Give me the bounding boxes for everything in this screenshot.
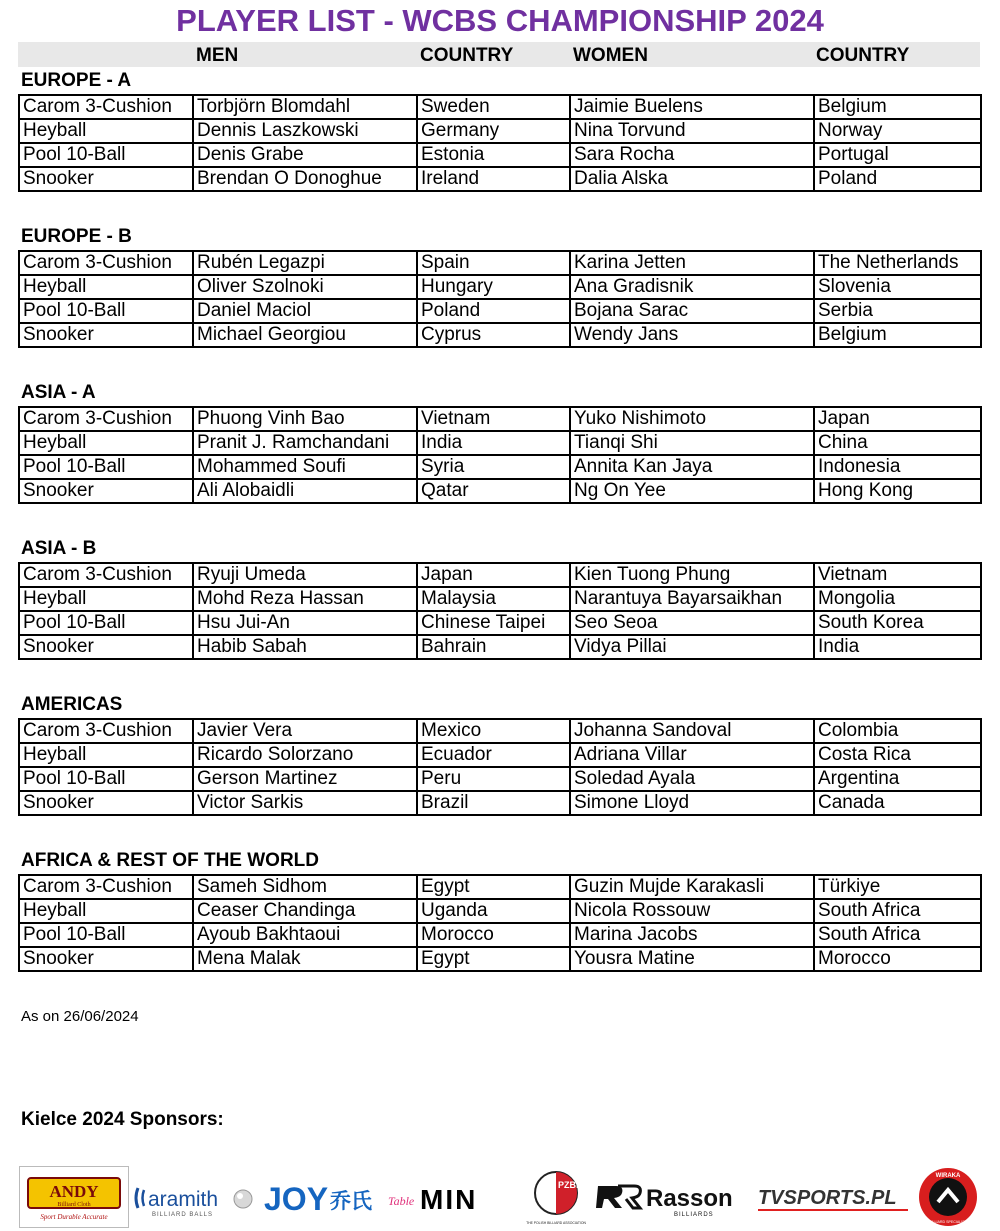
women-player-cell: Seo Seoa [570, 611, 814, 635]
andy-logo-sub: Billiard Cloth [57, 1202, 91, 1208]
table-row [19, 563, 981, 587]
men-country-cell: Poland [417, 299, 570, 323]
women-country-cell: Norway [814, 119, 981, 143]
women-country-cell: South Africa [814, 899, 981, 923]
group-label: EUROPE - B [21, 226, 132, 247]
discipline-cell: Heyball [19, 431, 193, 455]
sponsor-logo-wiraka [916, 1166, 980, 1228]
women-player-cell: Johanna Sandoval [570, 719, 814, 743]
women-player-cell: Tianqi Shi [570, 431, 814, 455]
women-player-cell: Bojana Sarac [570, 299, 814, 323]
women-country-cell: South Korea [814, 611, 981, 635]
discipline-cell: Pool 10-Ball [19, 455, 193, 479]
table-row [19, 923, 981, 947]
men-country-cell: Syria [417, 455, 570, 479]
women-country-cell: South Africa [814, 923, 981, 947]
header-women: WOMEN [573, 45, 648, 66]
table-row [19, 719, 981, 743]
discipline-cell: Snooker [19, 635, 193, 659]
women-player-cell: Vidya Pillai [570, 635, 814, 659]
women-player-cell: Jaimie Buelens [570, 95, 814, 119]
men-country-cell: Peru [417, 767, 570, 791]
table-row [19, 791, 981, 815]
women-player-cell: Narantuya Bayarsaikhan [570, 587, 814, 611]
discipline-cell: Carom 3-Cushion [19, 719, 193, 743]
men-country-cell: Japan [417, 563, 570, 587]
men-country-cell: Mexico [417, 719, 570, 743]
women-player-cell: Guzin Mujde Karakasli [570, 875, 814, 899]
men-country-cell: Ecuador [417, 743, 570, 767]
men-player-cell: Torbjörn Blomdahl [193, 95, 417, 119]
men-player-cell: Ceaser Chandinga [193, 899, 417, 923]
women-country-cell: Hong Kong [814, 479, 981, 503]
pzbil-logo-text: PZBil [558, 1180, 582, 1190]
table-row [19, 143, 981, 167]
men-player-cell: Oliver Szolnoki [193, 275, 417, 299]
men-country-cell: Vietnam [417, 407, 570, 431]
table-row [19, 947, 981, 971]
men-player-cell: Brendan O Donoghue [193, 167, 417, 191]
women-country-cell: Belgium [814, 323, 981, 347]
men-country-cell: Germany [417, 119, 570, 143]
table-row [19, 431, 981, 455]
table-row [19, 299, 981, 323]
men-country-cell: Sweden [417, 95, 570, 119]
rasson-logo-text: Rasson [646, 1185, 733, 1212]
men-player-cell: Ali Alobaidli [193, 479, 417, 503]
women-country-cell: India [814, 635, 981, 659]
discipline-cell: Pool 10-Ball [19, 923, 193, 947]
men-player-cell: Ricardo Solorzano [193, 743, 417, 767]
women-player-cell: Dalia Alska [570, 167, 814, 191]
women-country-cell: The Netherlands [814, 251, 981, 275]
men-country-cell: Morocco [417, 923, 570, 947]
table-row [19, 743, 981, 767]
discipline-cell: Carom 3-Cushion [19, 95, 193, 119]
women-player-cell: Simone Lloyd [570, 791, 814, 815]
column-header-row [18, 42, 980, 67]
women-player-cell: Yousra Matine [570, 947, 814, 971]
men-country-cell: Hungary [417, 275, 570, 299]
discipline-cell: Snooker [19, 167, 193, 191]
discipline-cell: Carom 3-Cushion [19, 251, 193, 275]
women-player-cell: Ng On Yee [570, 479, 814, 503]
pzbil-logo-sub: THE POLISH BILLIARD ASSOCIATION [526, 1221, 586, 1225]
women-player-cell: Yuko Nishimoto [570, 407, 814, 431]
table-row [19, 323, 981, 347]
women-country-cell: Vietnam [814, 563, 981, 587]
women-country-cell: Mongolia [814, 587, 981, 611]
men-country-cell: Brazil [417, 791, 570, 815]
group-table [18, 718, 982, 816]
group-label: ASIA - B [21, 538, 97, 559]
group-table [18, 406, 982, 504]
table-row [19, 455, 981, 479]
discipline-cell: Pool 10-Ball [19, 299, 193, 323]
women-country-cell: Costa Rica [814, 743, 981, 767]
andy-logo-tag: Sport Durable Accurate [40, 1213, 108, 1221]
discipline-cell: Heyball [19, 899, 193, 923]
women-country-cell: Slovenia [814, 275, 981, 299]
joy-logo-text: JOY [264, 1181, 329, 1217]
group-label: ASIA - A [21, 382, 96, 403]
women-player-cell: Wendy Jans [570, 323, 814, 347]
men-player-cell: Mohd Reza Hassan [193, 587, 417, 611]
women-player-cell: Karina Jetten [570, 251, 814, 275]
women-country-cell: Colombia [814, 719, 981, 743]
men-player-cell: Phuong Vinh Bao [193, 407, 417, 431]
women-player-cell: Annita Kan Jaya [570, 455, 814, 479]
min-logo-script: Table [388, 1194, 415, 1208]
men-country-cell: Malaysia [417, 587, 570, 611]
discipline-cell: Pool 10-Ball [19, 143, 193, 167]
men-country-cell: Qatar [417, 479, 570, 503]
table-row [19, 479, 981, 503]
header-country-women: COUNTRY [816, 45, 910, 66]
sponsor-logo-joy [262, 1166, 376, 1228]
men-country-cell: India [417, 431, 570, 455]
discipline-cell: Carom 3-Cushion [19, 563, 193, 587]
table-row [19, 167, 981, 191]
discipline-cell: Carom 3-Cushion [19, 875, 193, 899]
sponsors-title: Kielce 2024 Sponsors: [21, 1109, 224, 1130]
discipline-cell: Snooker [19, 479, 193, 503]
men-player-cell: Denis Grabe [193, 143, 417, 167]
men-player-cell: Daniel Maciol [193, 299, 417, 323]
men-country-cell: Ireland [417, 167, 570, 191]
table-row [19, 119, 981, 143]
men-player-cell: Habib Sabah [193, 635, 417, 659]
header-men: MEN [196, 45, 239, 66]
men-player-cell: Ryuji Umeda [193, 563, 417, 587]
group-table [18, 874, 982, 972]
group-table [18, 250, 982, 348]
group-label: AFRICA & REST OF THE WORLD [21, 850, 319, 871]
discipline-cell: Snooker [19, 791, 193, 815]
men-player-cell: Michael Georgiou [193, 323, 417, 347]
men-country-cell: Estonia [417, 143, 570, 167]
group-table [18, 562, 982, 660]
wiraka-logo-sub: BILLIARD SPECIALIST [929, 1220, 967, 1224]
table-row [19, 899, 981, 923]
discipline-cell: Snooker [19, 947, 193, 971]
women-player-cell: Nicola Rossouw [570, 899, 814, 923]
group-table [18, 94, 982, 192]
table-row [19, 275, 981, 299]
women-country-cell: China [814, 431, 981, 455]
tvsports-logo-text: TVSPORTS.PL [758, 1187, 897, 1209]
men-player-cell: Mohammed Soufi [193, 455, 417, 479]
women-country-cell: Belgium [814, 95, 981, 119]
men-country-cell: Egypt [417, 947, 570, 971]
wiraka-logo-text: WIRAKA [935, 1173, 961, 1179]
sponsor-logo-min [386, 1166, 516, 1228]
min-logo-text: MIN [420, 1184, 478, 1215]
men-country-cell: Cyprus [417, 323, 570, 347]
men-country-cell: Uganda [417, 899, 570, 923]
group-label: AMERICAS [21, 694, 123, 715]
men-player-cell: Hsu Jui-An [193, 611, 417, 635]
men-player-cell: Sameh Sidhom [193, 875, 417, 899]
table-row [19, 251, 981, 275]
rasson-logo-sub: BILLIARDS [674, 1212, 714, 1218]
women-country-cell: Indonesia [814, 455, 981, 479]
men-country-cell: Chinese Taipei [417, 611, 570, 635]
women-player-cell: Kien Tuong Phung [570, 563, 814, 587]
men-country-cell: Spain [417, 251, 570, 275]
table-row [19, 875, 981, 899]
discipline-cell: Pool 10-Ball [19, 611, 193, 635]
table-row [19, 635, 981, 659]
table-row [19, 95, 981, 119]
women-player-cell: Soledad Ayala [570, 767, 814, 791]
women-country-cell: Poland [814, 167, 981, 191]
aramith-logo-text: aramith [148, 1188, 219, 1211]
andy-logo-text: ANDY [49, 1182, 99, 1201]
discipline-cell: Carom 3-Cushion [19, 407, 193, 431]
women-player-cell: Sara Rocha [570, 143, 814, 167]
discipline-cell: Pool 10-Ball [19, 767, 193, 791]
women-country-cell: Morocco [814, 947, 981, 971]
sponsor-logo-tvsports [756, 1166, 912, 1228]
as-on-date: As on 26/06/2024 [21, 1008, 139, 1025]
women-country-cell: Portugal [814, 143, 981, 167]
men-country-cell: Egypt [417, 875, 570, 899]
table-row [19, 611, 981, 635]
men-player-cell: Pranit J. Ramchandani [193, 431, 417, 455]
men-player-cell: Gerson Martinez [193, 767, 417, 791]
group-label: EUROPE - A [21, 70, 132, 91]
discipline-cell: Snooker [19, 323, 193, 347]
men-player-cell: Javier Vera [193, 719, 417, 743]
table-row [19, 767, 981, 791]
page-title: PLAYER LIST - WCBS CHAMPIONSHIP 2024 [176, 3, 824, 38]
aramith-logo-sub: BILLIARD BALLS [152, 1212, 214, 1218]
discipline-cell: Heyball [19, 119, 193, 143]
table-row [19, 407, 981, 431]
joy-logo-chinese: 乔氏 [330, 1189, 372, 1213]
women-country-cell: Japan [814, 407, 981, 431]
men-player-cell: Rubén Legazpi [193, 251, 417, 275]
women-player-cell: Ana Gradisnik [570, 275, 814, 299]
men-player-cell: Victor Sarkis [193, 791, 417, 815]
discipline-cell: Heyball [19, 587, 193, 611]
sponsor-logo-andy [19, 1166, 129, 1228]
women-player-cell: Nina Torvund [570, 119, 814, 143]
sponsor-logo-pzbil [525, 1166, 587, 1228]
table-row [19, 587, 981, 611]
men-player-cell: Dennis Laszkowski [193, 119, 417, 143]
women-country-cell: Canada [814, 791, 981, 815]
men-player-cell: Mena Malak [193, 947, 417, 971]
men-country-cell: Bahrain [417, 635, 570, 659]
discipline-cell: Heyball [19, 275, 193, 299]
women-country-cell: Argentina [814, 767, 981, 791]
women-player-cell: Marina Jacobs [570, 923, 814, 947]
sponsor-logo-aramith [130, 1166, 258, 1228]
women-country-cell: Serbia [814, 299, 981, 323]
women-player-cell: Adriana Villar [570, 743, 814, 767]
men-player-cell: Ayoub Bakhtaoui [193, 923, 417, 947]
discipline-cell: Heyball [19, 743, 193, 767]
women-country-cell: Türkiye [814, 875, 981, 899]
header-country-men: COUNTRY [420, 45, 514, 66]
sponsor-logo-rasson [594, 1166, 744, 1228]
